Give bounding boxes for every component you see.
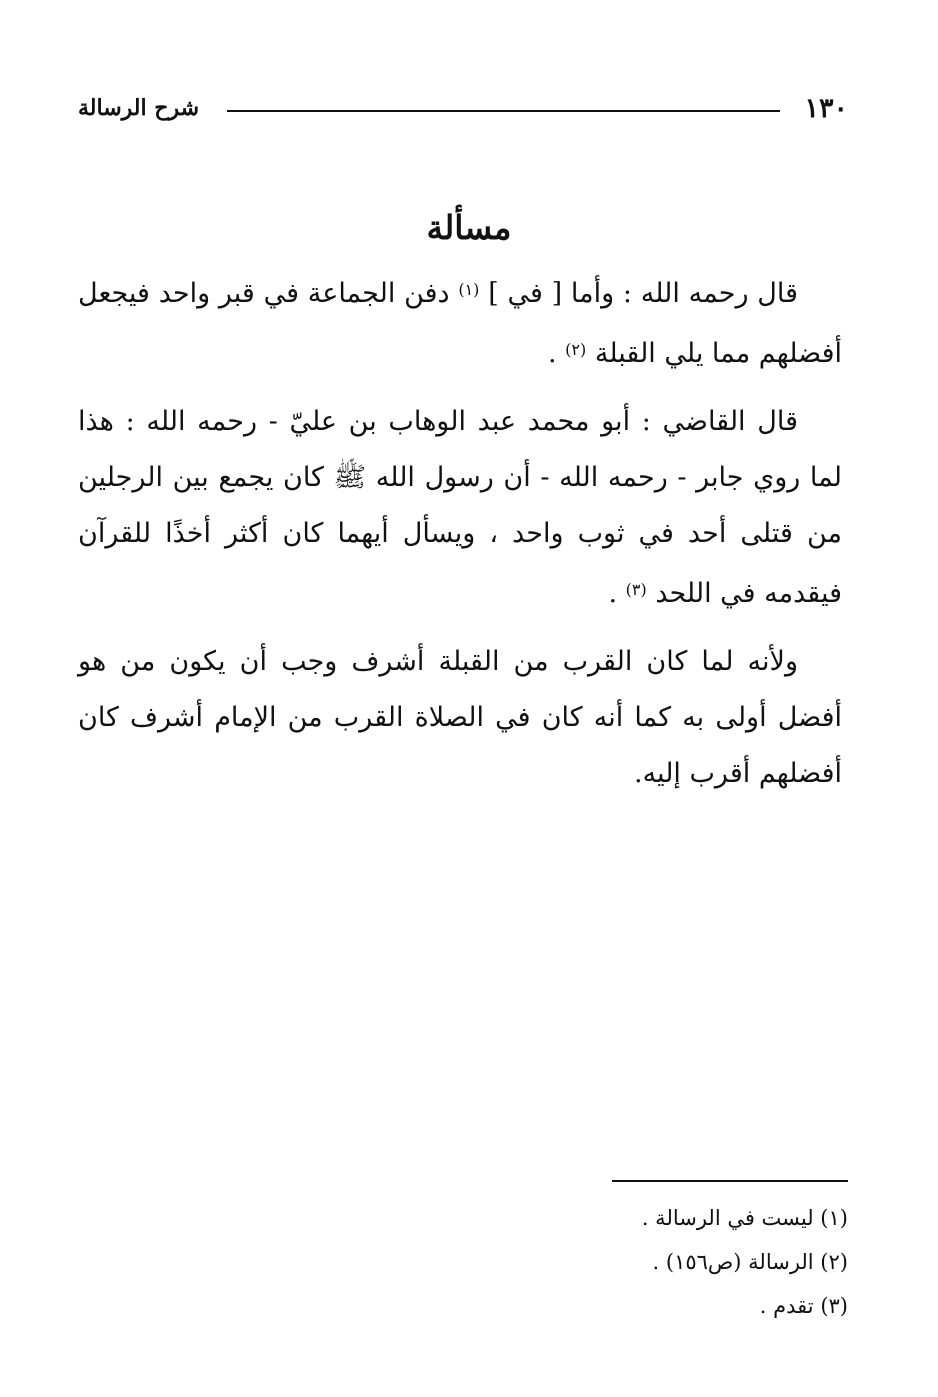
paragraph-2-text-a: قال القاضي : أبو محمد عبد الوهاب بن عليّ - رحمه الله : هذا لما روي جابر - رحمه الله - أن رسول الله ﷺ كان يجمع بين الرجلين من قتلى أحد في ثوب واحد ، ويسأل أيهما كان أكثر أخذًا للقرآن فيقدمه في اللحد	[78, 406, 842, 609]
footnote-ref-3: (٣)	[625, 580, 647, 599]
running-title: شرح الرسالة	[78, 95, 200, 121]
footnote-1: (١) ليست في الرسالة .	[641, 1206, 848, 1230]
paragraph-2	[78, 394, 842, 622]
body-text	[78, 262, 842, 814]
footnote-rule	[612, 1180, 848, 1182]
paragraph-1	[78, 262, 842, 382]
page-number: ١٣٠	[804, 92, 848, 124]
header-rule	[227, 110, 780, 112]
footnote-ref-2: (٢)	[565, 340, 587, 359]
footnotes	[78, 1196, 848, 1328]
footnote-ref-1: (١)	[458, 280, 480, 299]
running-header	[78, 88, 848, 128]
paragraph-1-text-b: دفن الجماعة في قبر واحد فيجعل أفضلهم مما يلي القبلة	[78, 278, 842, 369]
paragraph-1-end: .	[547, 338, 557, 369]
paragraph-1-text-a: قال رحمه الله : وأما [ في ]	[488, 278, 798, 309]
paragraph-3: ولأنه لما كان القرب من القبلة أشرف وجب أن يكون من هو أفضل أولى به كما أنه كان في الصلاة القرب من الإمام أشرف كان أفضلهم أقرب إليه.	[78, 646, 842, 789]
footnote-3: (٣) تقدم .	[759, 1294, 848, 1318]
paragraph-2-end: .	[608, 578, 618, 609]
section-heading: مسألة	[426, 208, 512, 247]
footnote-2: (٢) الرسالة (ص١٥٦) .	[652, 1250, 848, 1274]
